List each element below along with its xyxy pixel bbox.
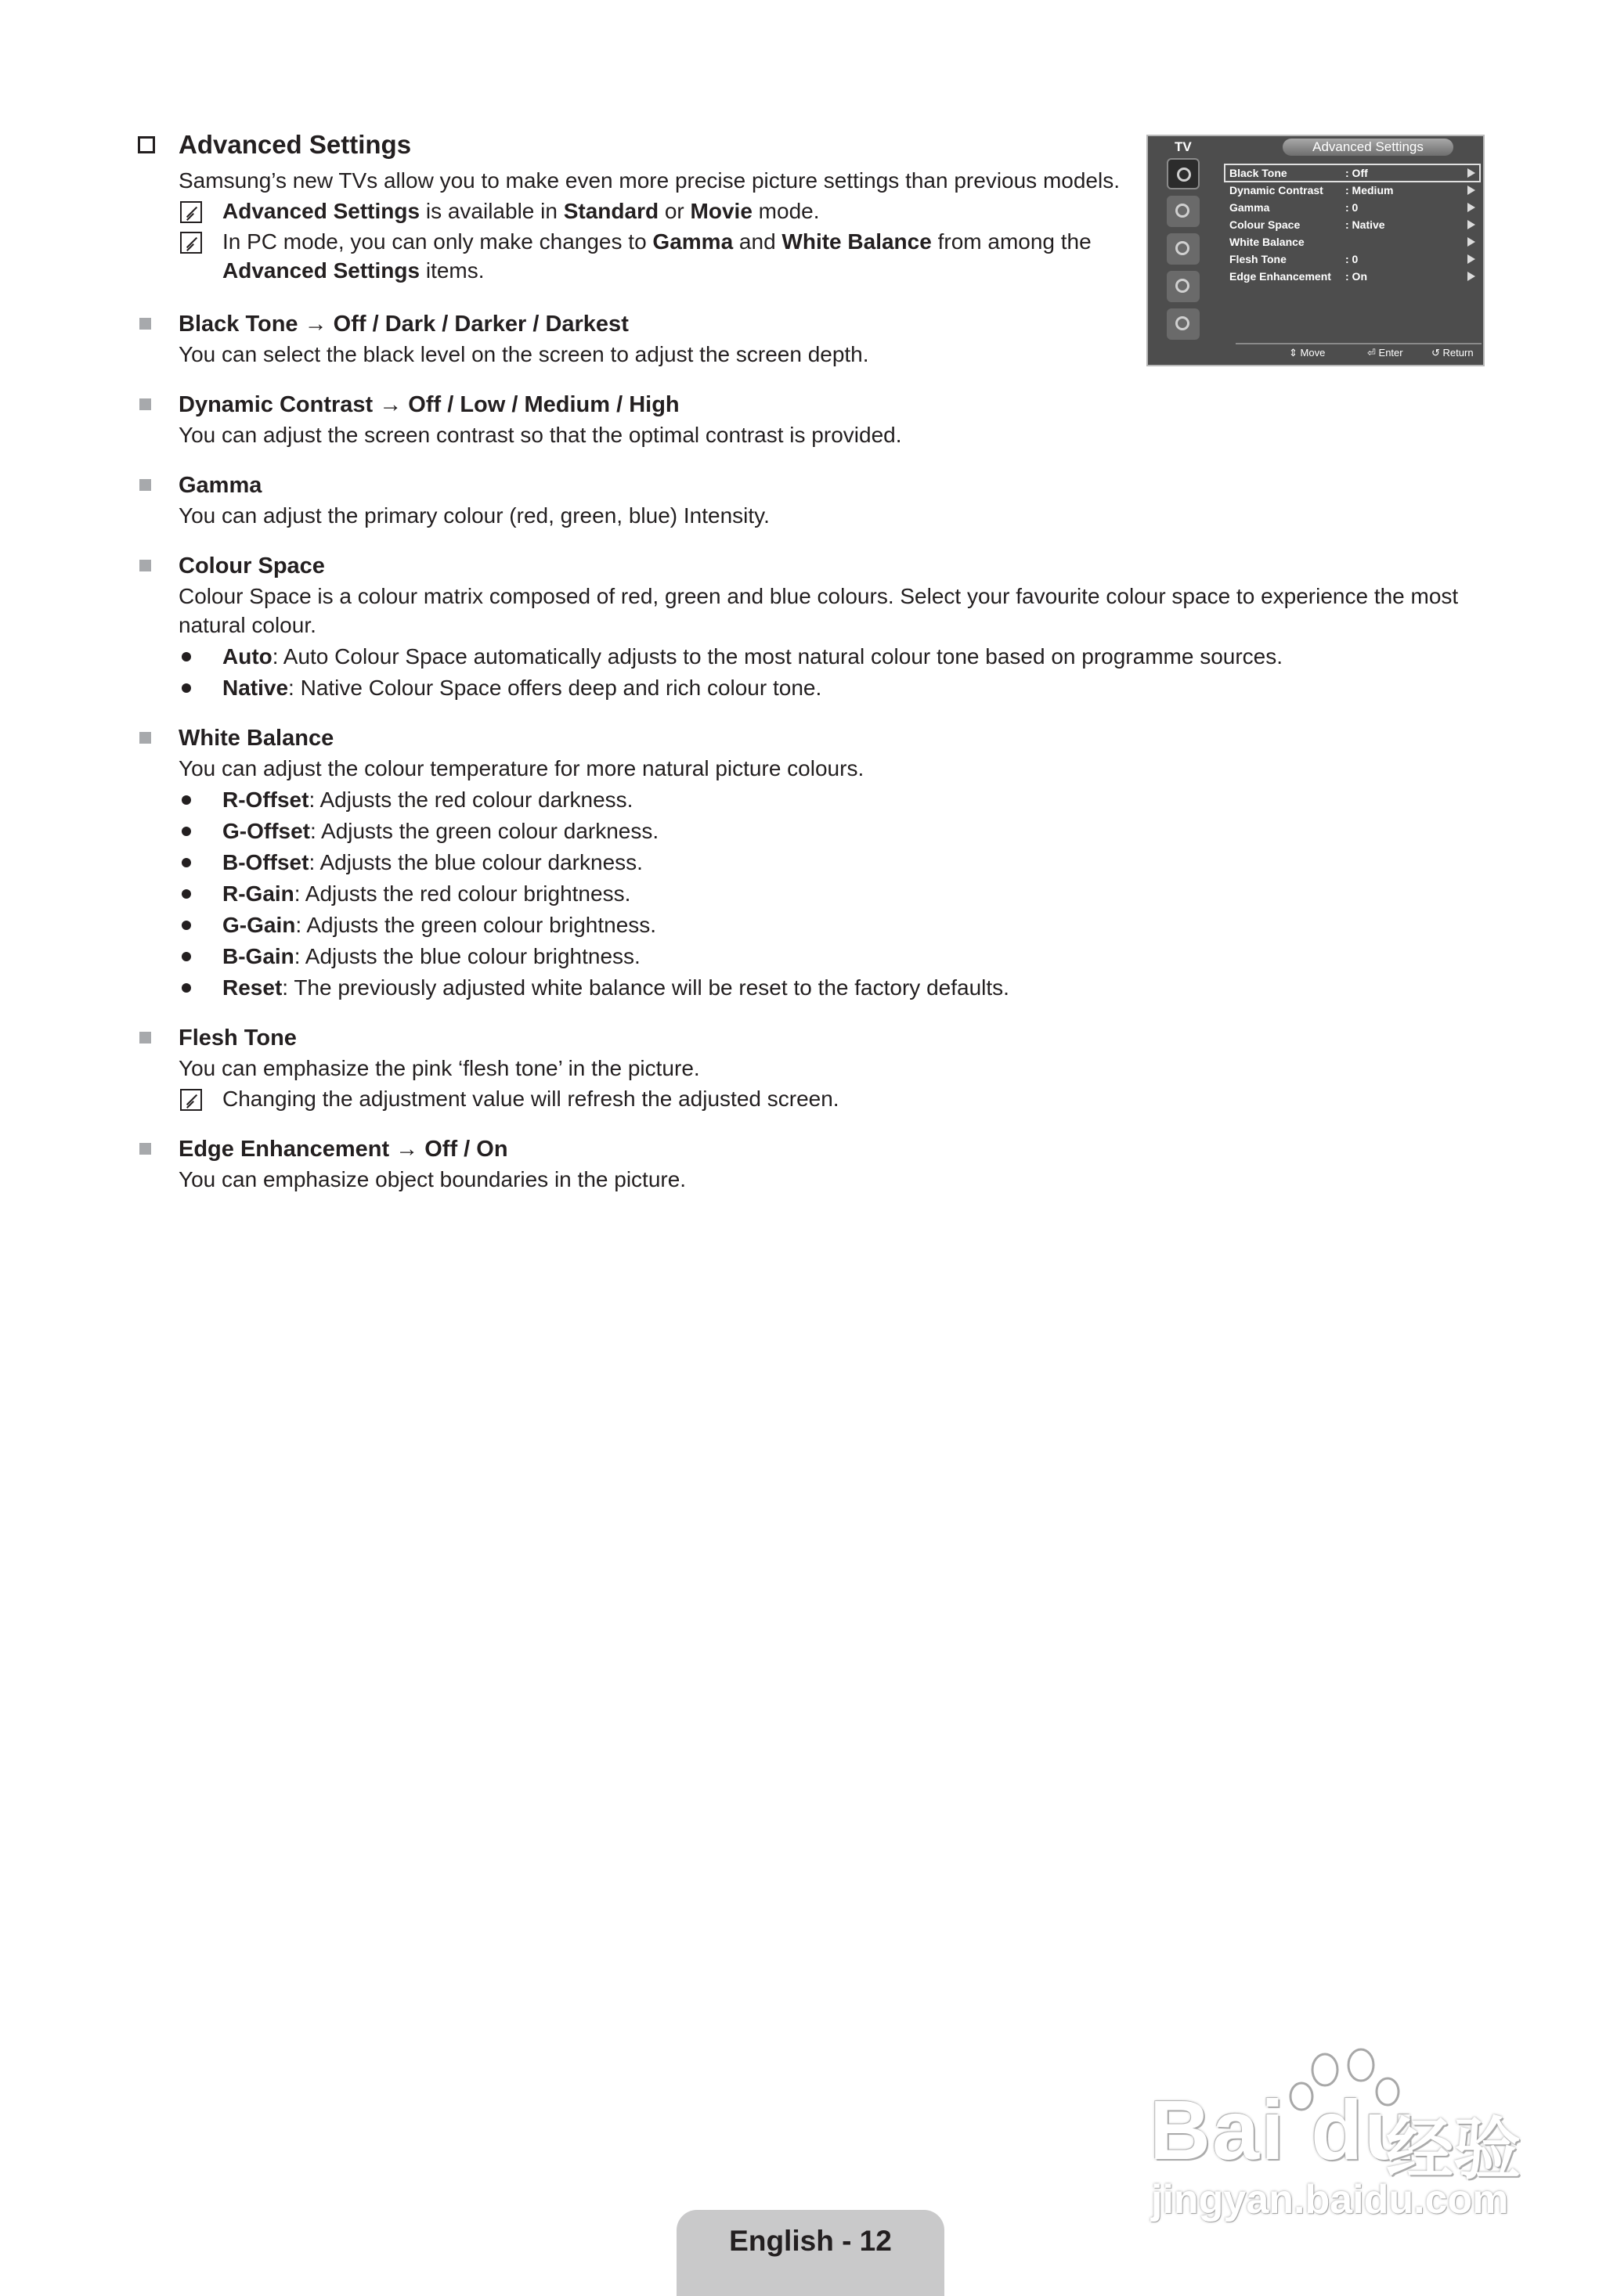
note-text: In PC mode, you can only make changes to xyxy=(222,229,653,254)
note-term: Advanced Settings xyxy=(222,199,420,223)
osd-item-value: : Medium xyxy=(1345,184,1394,196)
hint-label: Return xyxy=(1442,347,1474,359)
osd-item-value: : 0 xyxy=(1345,201,1359,214)
tv-osd-menu-screenshot xyxy=(1146,135,1485,366)
osd-settings-list xyxy=(1225,164,1480,285)
note-pc-mode xyxy=(135,227,1146,285)
note-text: mode. xyxy=(752,199,820,223)
section-description: Colour Space is a colour matrix composed of red, green and blue colours. Select your favourite colour space to experience the most natural colour. xyxy=(179,584,1459,637)
bullet-dot-icon xyxy=(182,795,191,805)
bullet-item xyxy=(179,848,1482,877)
square-bullet-icon xyxy=(139,479,151,491)
bullet-term: Reset xyxy=(222,975,283,1000)
bullet-text: : Native Colour Space offers deep and rich colour tone. xyxy=(288,676,822,700)
bullet-item xyxy=(179,973,1482,1002)
note-term: Movie xyxy=(690,199,753,223)
section-description: You can adjust the screen contrast so that the optimal contrast is provided. xyxy=(179,423,902,447)
hint-label: Enter xyxy=(1378,347,1403,359)
bullet-item xyxy=(179,879,1482,908)
osd-item-edge-enhancement[interactable] xyxy=(1225,268,1480,285)
note-text: or xyxy=(659,199,691,223)
section-description: You can adjust the colour temperature for more natural picture colours. xyxy=(179,756,864,780)
bullet-text: : Adjusts the green colour brightness. xyxy=(295,913,657,937)
osd-title: Advanced Settings xyxy=(1283,139,1453,156)
watermark-brand-cn: 经验 xyxy=(1386,2112,1521,2187)
square-bullet-icon xyxy=(139,1143,151,1155)
bullet-text: : Adjusts the red colour darkness. xyxy=(309,788,633,812)
right-arrow-icon xyxy=(1467,186,1475,195)
bullet-term: R-Offset xyxy=(222,788,309,812)
bullet-term: R-Gain xyxy=(222,881,294,906)
bullet-text: : Auto Colour Space automatically adjusts to the most natural colour tone based on programme sources. xyxy=(272,644,1283,669)
osd-item-label: Gamma xyxy=(1229,201,1270,214)
section-gamma xyxy=(135,470,1482,530)
note-pencil-icon xyxy=(180,1089,202,1111)
note-text: and xyxy=(733,229,782,254)
bullet-text: : Adjusts the blue colour brightness. xyxy=(294,944,641,968)
section-title: Dynamic Contrast → Off / Low / Medium / High xyxy=(179,392,680,417)
page-number-tab: English - 12 xyxy=(677,2210,944,2296)
osd-item-value: : On xyxy=(1345,270,1367,283)
osd-item-flesh-tone[interactable] xyxy=(1225,251,1480,268)
osd-item-gamma[interactable] xyxy=(1225,199,1480,216)
osd-item-label: Edge Enhancement xyxy=(1229,270,1331,283)
osd-item-label: Flesh Tone xyxy=(1229,253,1287,265)
note-text: Changing the adjustment value will refresh the adjusted screen. xyxy=(222,1087,839,1111)
note-term: Gamma xyxy=(652,229,734,254)
up-down-arrow-icon: ⇕ xyxy=(1289,347,1298,359)
osd-item-label: Dynamic Contrast xyxy=(1229,184,1323,196)
hint-label: Move xyxy=(1300,347,1326,359)
bullet-term: B-Gain xyxy=(222,944,294,968)
bullet-text: : Adjusts the red colour brightness. xyxy=(294,881,631,906)
square-bullet-icon xyxy=(139,318,151,330)
bullet-text: : Adjusts the blue colour darkness. xyxy=(309,850,643,874)
section-flesh-tone xyxy=(135,1022,1482,1113)
channel-icon xyxy=(1167,233,1200,265)
watermark-url: jingyan.baidu.com xyxy=(1151,2177,1509,2222)
bullet-dot-icon xyxy=(182,858,191,867)
note-term: White Balance xyxy=(781,229,932,254)
osd-item-label: White Balance xyxy=(1229,236,1305,248)
section-description: You can emphasize the pink ‘flesh tone’ in the picture. xyxy=(179,1056,700,1080)
section-title: Gamma xyxy=(179,473,262,498)
section-title: Black Tone → Off / Dark / Darker / Darkest xyxy=(179,312,629,337)
right-arrow-icon xyxy=(1467,168,1475,178)
bullet-term: B-Offset xyxy=(222,850,309,874)
section-dynamic-contrast xyxy=(135,389,1482,449)
osd-item-value: : Off xyxy=(1345,167,1368,179)
section-title: Flesh Tone xyxy=(179,1025,297,1051)
section-white-balance xyxy=(135,723,1482,1002)
osd-item-label: Colour Space xyxy=(1229,218,1301,231)
osd-item-label: Black Tone xyxy=(1229,167,1287,179)
osd-item-dynamic-contrast[interactable] xyxy=(1225,182,1480,199)
section-description: You can select the black level on the screen to adjust the screen depth. xyxy=(179,342,869,366)
section-title: Colour Space xyxy=(179,553,325,579)
bullet-text: : The previously adjusted white balance will be reset to the factory defaults. xyxy=(282,975,1009,1000)
right-arrow-icon xyxy=(1467,254,1475,264)
osd-hint-return xyxy=(1431,344,1474,362)
baidu-jingyan-watermark xyxy=(1143,2035,1527,2223)
section-colour-space xyxy=(135,550,1482,702)
section-description: You can adjust the primary colour (red, green, blue) Intensity. xyxy=(179,503,770,528)
section-title: White Balance xyxy=(179,726,334,751)
bullet-dot-icon xyxy=(182,983,191,993)
bullet-term: Native xyxy=(222,676,289,700)
osd-item-value: : 0 xyxy=(1345,253,1359,265)
bullet-item xyxy=(179,910,1482,939)
note-pencil-icon xyxy=(180,232,202,254)
right-arrow-icon xyxy=(1467,203,1475,212)
bullet-dot-icon xyxy=(182,683,191,693)
watermark-brand: Bai du xyxy=(1150,2082,1418,2177)
note-pencil-icon xyxy=(180,201,202,223)
right-arrow-icon xyxy=(1467,272,1475,281)
osd-item-white-balance[interactable] xyxy=(1225,233,1480,251)
note-term: Advanced Settings xyxy=(222,258,420,283)
heading-text: Advanced Settings xyxy=(179,130,412,159)
bullet-item xyxy=(179,785,1482,814)
right-arrow-icon xyxy=(1467,237,1475,247)
section-title: Edge Enhancement → Off / On xyxy=(179,1137,508,1162)
bullet-dot-icon xyxy=(182,827,191,836)
checkbox-bullet-icon xyxy=(138,136,155,153)
square-bullet-icon xyxy=(139,560,151,571)
picture-icon xyxy=(1167,158,1200,189)
bullet-item xyxy=(179,642,1482,671)
intro-paragraph: Samsung’s new TVs allow you to make even more precise picture settings than previous models. xyxy=(179,168,1121,193)
bullet-term: Auto xyxy=(222,644,273,669)
square-bullet-icon xyxy=(139,1032,151,1043)
enter-icon: ⏎ xyxy=(1367,347,1376,359)
osd-item-black-tone[interactable] xyxy=(1225,164,1480,182)
bullet-dot-icon xyxy=(182,921,191,930)
osd-item-colour-space[interactable] xyxy=(1225,216,1480,233)
osd-navigation-hints xyxy=(1236,343,1482,362)
setup-gear-icon xyxy=(1167,271,1200,302)
bullet-item xyxy=(179,816,1482,845)
section-edge-enhancement xyxy=(135,1134,1482,1194)
bullet-dot-icon xyxy=(182,889,191,899)
input-icon xyxy=(1167,308,1200,340)
note-text: is available in xyxy=(420,199,564,223)
osd-hint-enter xyxy=(1367,344,1403,362)
note-flesh-tone xyxy=(179,1084,1482,1113)
osd-hint-move xyxy=(1289,344,1325,362)
bullet-item xyxy=(179,942,1482,971)
bullet-text: : Adjusts the green colour darkness. xyxy=(310,819,659,843)
section-description: You can emphasize object boundaries in the picture. xyxy=(179,1167,687,1191)
bullet-term: G-Gain xyxy=(222,913,296,937)
osd-tv-label: TV xyxy=(1175,139,1192,154)
return-icon: ↺ xyxy=(1431,347,1440,359)
note-text: items. xyxy=(420,258,485,283)
bullet-term: G-Offset xyxy=(222,819,310,843)
note-term: Standard xyxy=(563,199,659,223)
square-bullet-icon xyxy=(139,732,151,744)
bullet-dot-icon xyxy=(182,952,191,961)
note-text: from among the xyxy=(931,229,1092,254)
sound-icon xyxy=(1167,196,1200,227)
square-bullet-icon xyxy=(139,398,151,410)
osd-category-sidebar xyxy=(1150,158,1220,338)
right-arrow-icon xyxy=(1467,220,1475,229)
osd-item-value: : Native xyxy=(1345,218,1385,231)
bullet-dot-icon xyxy=(182,652,191,661)
bullet-item xyxy=(179,673,1482,702)
